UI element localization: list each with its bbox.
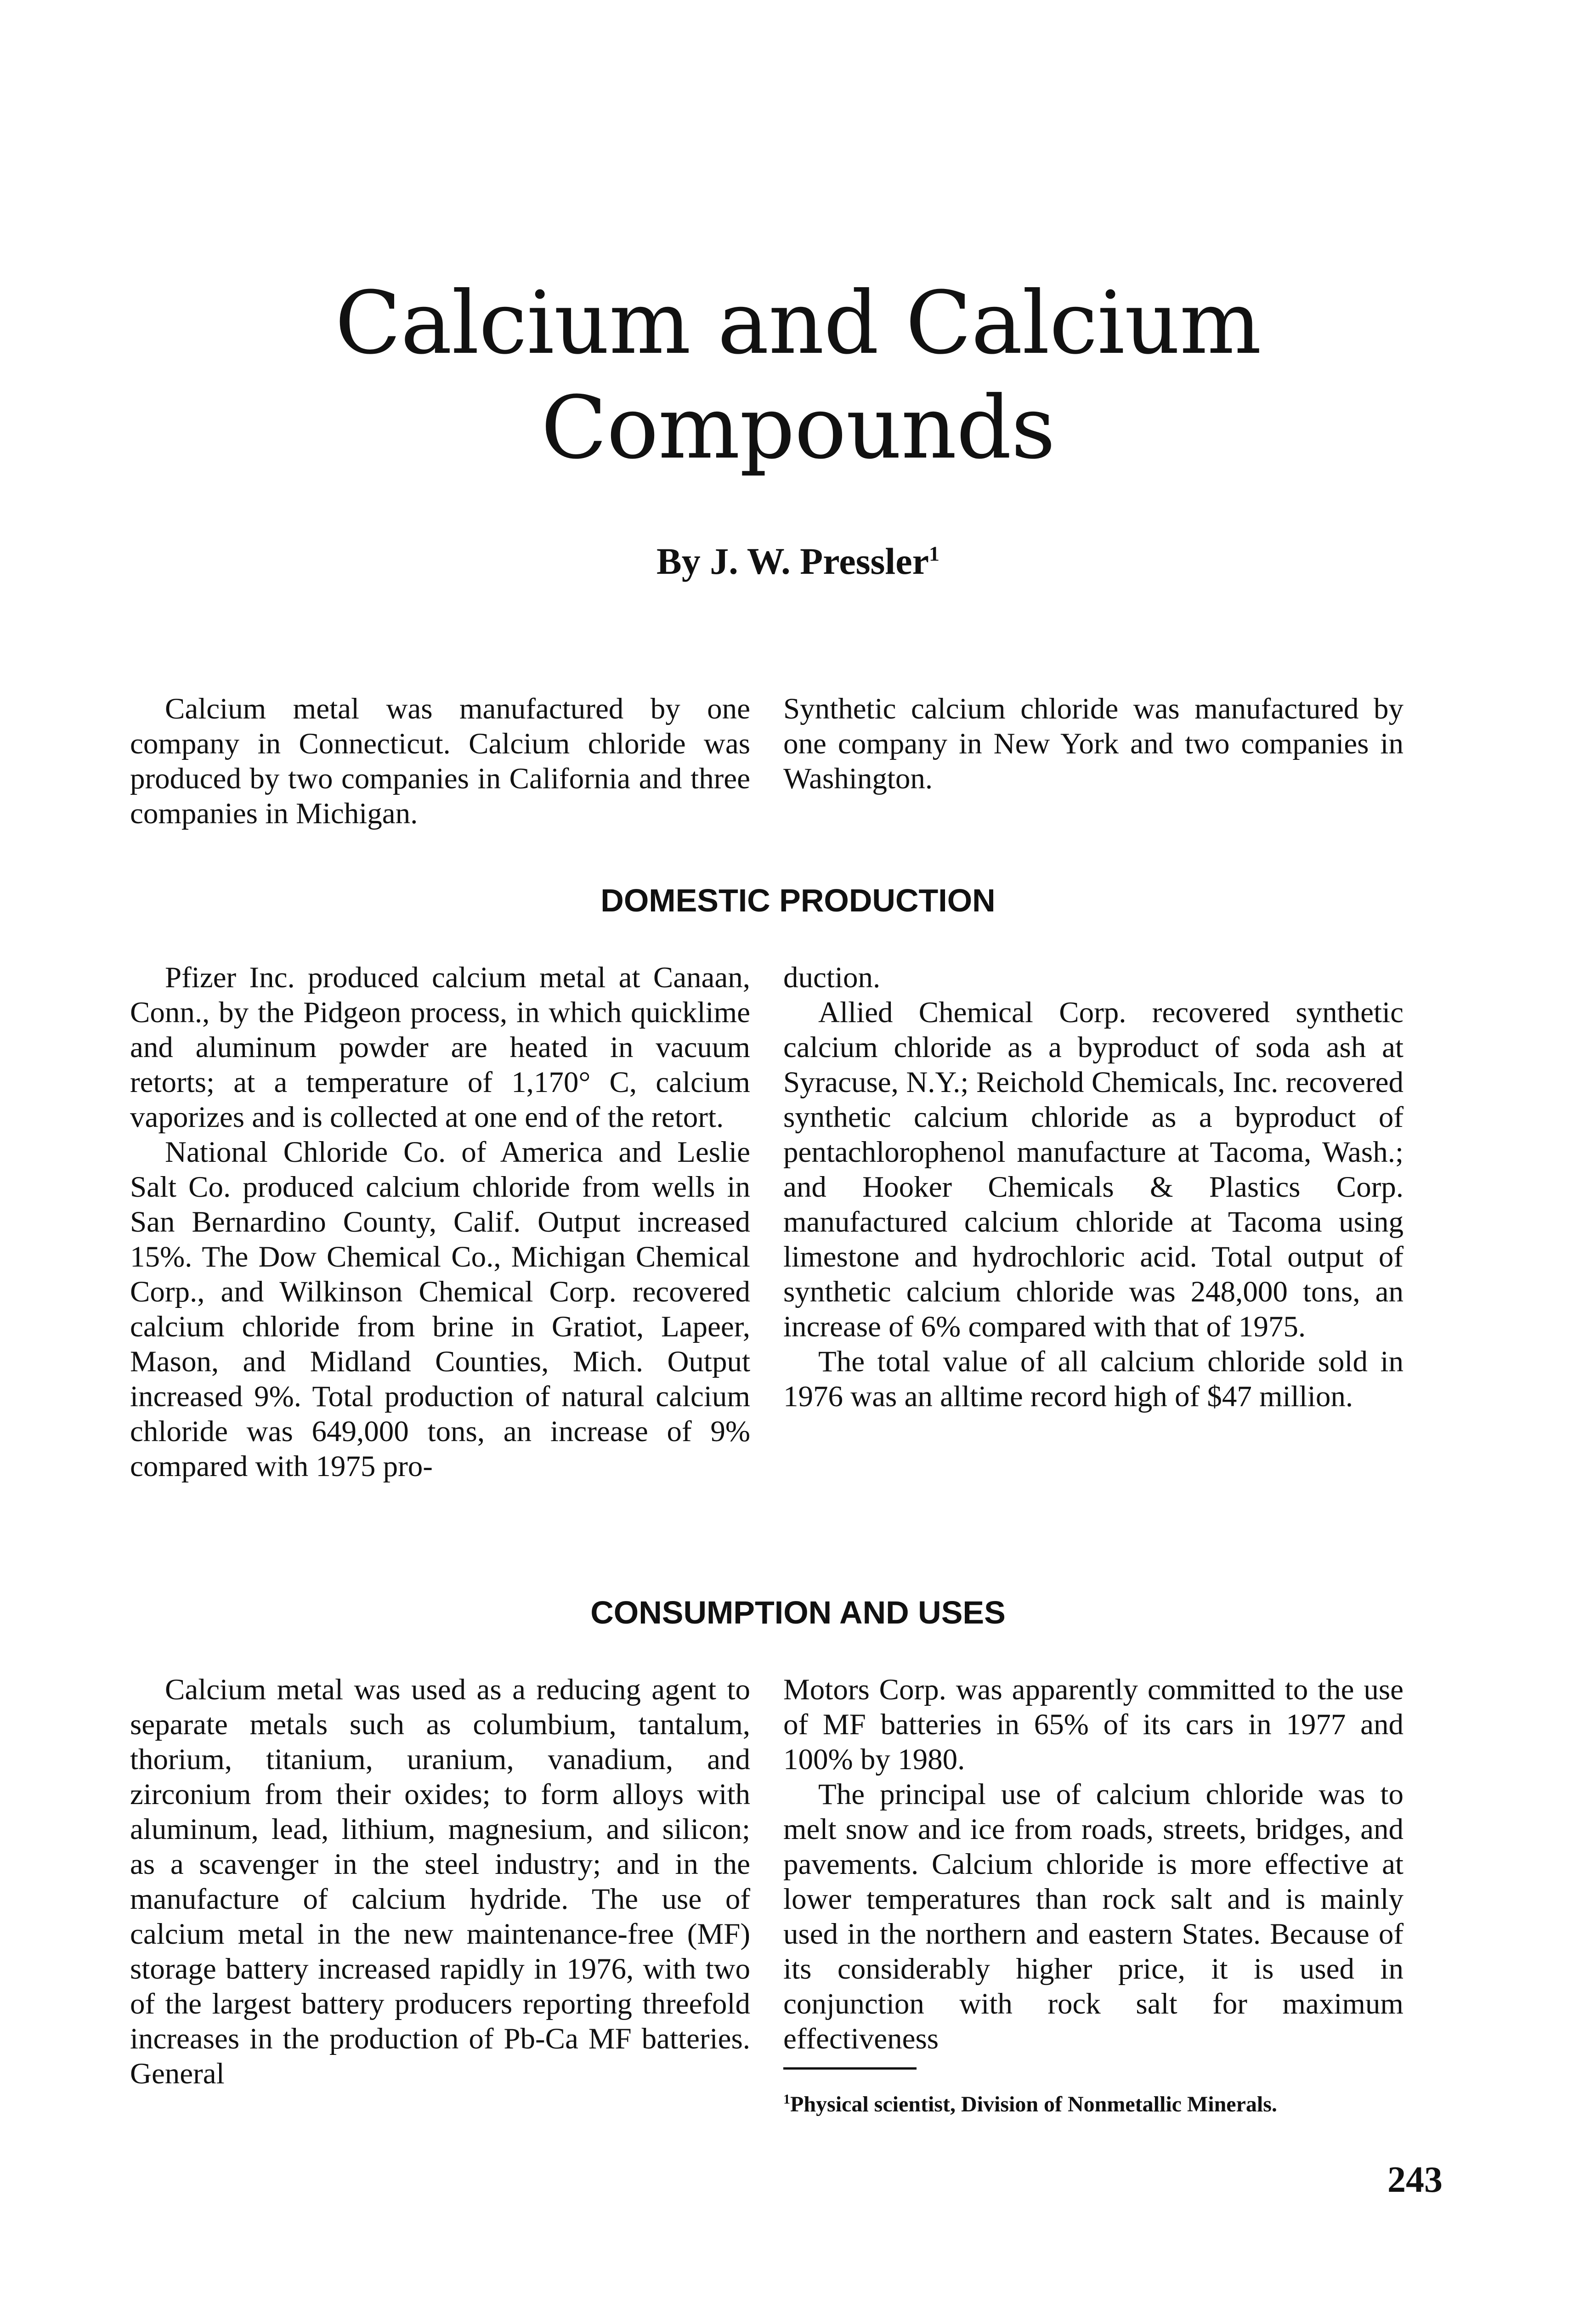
title-line-1: Calcium and Calcium bbox=[335, 273, 1261, 373]
domestic-paragraph: National Chloride Co. of America and Leslie Salt Co. produced calcium chloride from wells in San Bernardino County, Calif. Output increased 15%. The Dow Chemical Co., Michigan Chemical Corp., and Wilkinson Chemical Corp. recovered calcium chloride from brine in Gratiot, Lapeer, Mason, and Midland Counties, Mich. Output increased 9%. Total production of natural calcium chloride was 649,000 tons, an increase of 9% compared with 1975 pro- bbox=[130, 1136, 750, 1483]
article-title bbox=[0, 271, 1596, 481]
domestic-continuation: duction. bbox=[783, 961, 881, 994]
consumption-right-column bbox=[783, 1672, 1404, 2056]
author-footnote-marker: 1 bbox=[928, 542, 939, 566]
domestic-paragraph: Pfizer Inc. produced calcium metal at Canaan, Conn., by the Pidgeon process, in which quicklime and aluminum powder are heated in vacuum retorts; at a temperature of 1,170° C, calcium vaporizes and is collected at one end of the retort. bbox=[130, 961, 750, 1134]
intro-left-paragraph: Calcium metal was manufactured by one company in Connecticut. Calcium chloride was produced by two companies in California and three companies in Michigan. bbox=[130, 692, 750, 830]
domestic-paragraph: Allied Chemical Corp. recovered synthetic calcium chloride as a byproduct of soda ash at Syracuse, N.Y.; Reichold Chemicals, Inc. recovered synthetic calcium chloride as a byproduct of pentachlorophenol manufacture at Tacoma, Wash.; and Hooker Chemicals & Plastics Corp. manufactured calcium chloride at Tacoma using limestone and hydrochloric acid. Total output of synthetic calcium chloride was 248,000 tons, an increase of 6% compared with that of 1975. bbox=[783, 996, 1404, 1343]
domestic-right-column bbox=[783, 960, 1404, 1414]
page-number: 243 bbox=[1387, 2160, 1443, 2200]
domestic-paragraph: The total value of all calcium chloride sold in 1976 was an alltime record high of $47 million. bbox=[783, 1345, 1404, 1413]
footnote bbox=[783, 2086, 1436, 2118]
footnote-divider bbox=[783, 2067, 917, 2070]
intro-right-column bbox=[783, 691, 1404, 796]
intro-left-column bbox=[130, 691, 750, 831]
author-byline bbox=[0, 540, 1596, 583]
author-name: By J. W. Pressler bbox=[657, 540, 929, 582]
consumption-continuation: Motors Corp. was apparently committed to the use of MF batteries in 65% of its cars in 1977 and 100% by 1980. bbox=[783, 1673, 1404, 1776]
consumption-paragraph: Calcium metal was used as a reducing agent to separate metals such as columbium, tantalum, thorium, titanium, uranium, vanadium, and zirconium from their oxides; to form alloys with aluminum, lead, lithium, magnesium, and silicon; as a scavenger in the steel industry; and in the manufacture of calcium hydride. The use of calcium metal in the new maintenance-free (MF) storage battery increased rapidly in 1976, with two of the largest battery producers reporting threefold increases in the production of Pb-Ca MF batteries. General bbox=[130, 1673, 750, 2090]
domestic-left-column bbox=[130, 960, 750, 1484]
consumption-paragraph: The principal use of calcium chloride was to melt snow and ice from roads, streets, bridges, and pavements. Calcium chloride is more effective at lower temperatures than rock salt and is mainly used in the northern and eastern States. Because of its considerably higher price, it is used in conjunction with rock salt for maximum effectiveness bbox=[783, 1778, 1404, 2055]
footnote-marker: 1 bbox=[783, 2092, 790, 2107]
intro-right-paragraph: Synthetic calcium chloride was manufactured by one company in New York and two companies in Washington. bbox=[783, 692, 1404, 795]
footnote-text: Physical scientist, Division of Nonmetallic Minerals. bbox=[790, 2092, 1277, 2116]
title-line-2: Compounds bbox=[541, 378, 1055, 478]
section-heading-consumption-and-uses: CONSUMPTION AND USES bbox=[590, 1595, 1006, 1630]
consumption-left-column bbox=[130, 1672, 750, 2091]
section-heading-domestic-production: DOMESTIC PRODUCTION bbox=[600, 883, 996, 918]
